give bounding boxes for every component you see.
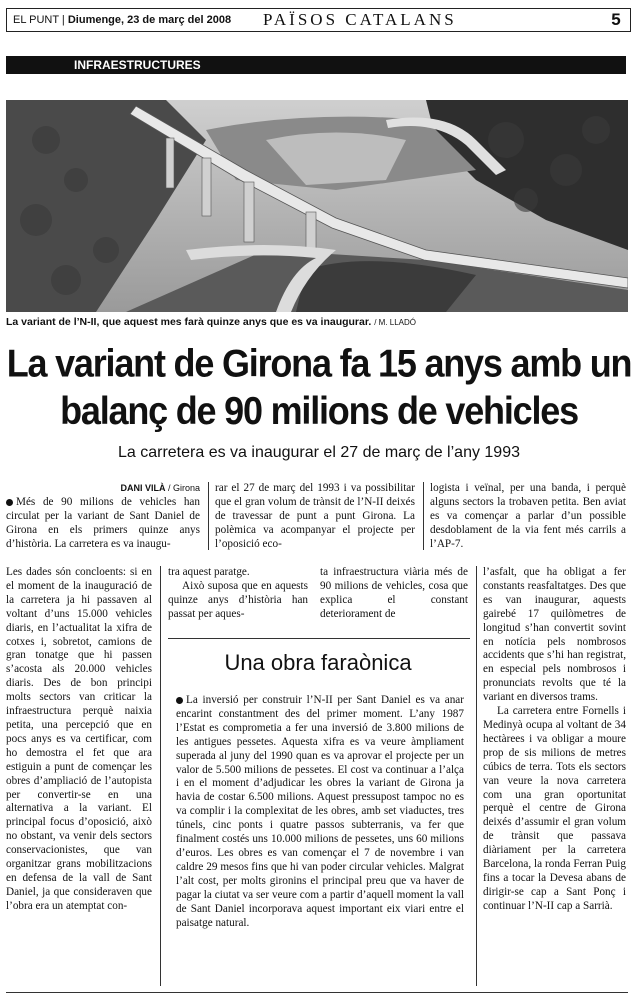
viaduct-photo <box>6 100 628 312</box>
byline-place: / Girona <box>167 483 200 493</box>
body-column-2 <box>168 566 308 622</box>
lead-column-3 <box>430 482 626 552</box>
caption-text: La variant de l’N-II, que aquest mes farà quinze anys que es va inaugurar. <box>6 316 372 328</box>
body-text-4a: l’asfalt, que ha obligat a fer constants reasfaltatges. Des que es van inaugurar, aquests gairebé 17 quilòmetres de longitud s’han convertit sovint en notícia pels nombrosos accidents que s’hi han registrat, en especial pels nombrosos i pronunciats revolts que té la variant en diversos trams. <box>483 566 626 704</box>
issue-date: Diumenge, 23 de març del 2008 <box>67 14 232 26</box>
masthead <box>6 8 631 32</box>
box-text: La inversió per construir l’N-II per Sant Daniel es va anar encarint constantment des del primer moment. L’any 1987 l’Estat es comprometia a fer una inversió de 3.800 milions de les antigues pessetes. Aquesta xifra es va veure àmpliament superada al juny del 1990 quan es va aprovar el projecte per un valor de 5.500 milions de pessetes. El cost va continuar a l’alça i en el moment d’adjudicar les obres la variant de Girona ja havia de costar 6.500 milions. Aquest pressupost tampoc no es va complir i la complexitat de les obres, amb set viaductes, tres túnels, cinc ponts i quatre passos subterranis, va fer que finalment costés uns 10.000 milions de pessetes, uns 60 milions d’euros. Les obres es van començar el 7 de novembre i van caldre 29 mesos fins que hi van poder circular vehicles. Malgrat l’alt cost, per molts gironins el principal preu que va haver de pagar la ciutat va ser veure com a partir d’aquell moment la vall de Sant Daniel incorporava aquest important eix viari entre el paisatge natural. <box>176 694 464 929</box>
masthead-left: EL PUNT | Diumenge, 23 de març del 2008 <box>13 14 232 26</box>
body-column-1 <box>6 566 152 914</box>
lead-text-1: Més de 90 milions de vehicles han circulat per la variant de Sant Daniel de Girona en els primers quinze anys d’història. La carretera es va inaugu- <box>6 495 200 550</box>
box-title: Una obra faraònica <box>224 650 412 675</box>
page-number: 5 <box>611 10 621 29</box>
article-headline: La variant de Girona fa 15 anys amb un balanç de 90 milions de vehicles <box>6 341 632 433</box>
body-text-2a: tra aquest paratge. <box>168 566 250 578</box>
lead-text-2: rar el 27 de març del 1993 i va possibilitar que el gran volum de trànsit de l’N-II deixés de travessar de punt a punt Girona. La polèmica va acompanyar el projecte per l’oposició eco- <box>215 482 415 550</box>
body-column-4 <box>483 566 626 914</box>
lead-column-1 <box>6 482 200 552</box>
box-column <box>176 694 464 930</box>
article-subhead: La carretera es va inaugurar el 27 de març de l’any 1993 <box>117 444 520 461</box>
newspaper-name: EL PUNT <box>13 14 59 26</box>
column-rule <box>423 482 424 550</box>
column-rule <box>160 566 161 986</box>
byline <box>6 482 200 496</box>
body-text-1: Les dades són concloents: si en el moment de la inauguració de la carretera ja hi passaven al voltant d’uns 15.000 vehicles diaris, en l’actualitat la xifra de cotxes i, sobretot, camions de gran tonatge que hi passen s’acosta als 20.000 vehicles diaris. Des de bon principi molts sectors van criticar la infraestructura perquè naixia petita, una percepció que en pocs anys es va certificar, com ho demostra el fet que ara estiguin a punt de començar les obres d’ampliació de l’autopista per convertir-se en una alternativa a la variant. El principal focus d’oposició, això no obstant, va venir dels sectors conservacionistes, que van organitzar grans mobilitzacions en defensa de la vall de Sant Daniel, ja que consideraven que l’obra era un atemptat con- <box>6 566 152 912</box>
bullet-icon <box>176 697 183 704</box>
box-top-rule <box>168 638 470 639</box>
section-bar: INFRAESTRUCTURES <box>6 56 626 74</box>
body-text-4b: La carretera entre Fornells i Medinyà ocupa al voltant de 34 hectàrees i va obligar a moure prop de sis milions de metres cúbics de terra. Tots els sectors van veure la nova carretera com una gran oportunitat perquè el centre de Girona deixés d’assumir el gran volum de trànsit que passava diàriament per la carretera Barcelona, la ronda Ferran Puig fins a tocar la Devesa abans de dirigir-se cap a Sant Ponç i continuar l’N-II cap a Sarrià. <box>483 705 626 912</box>
column-rule <box>476 566 477 986</box>
photo-caption <box>6 316 628 328</box>
lead-column-2 <box>215 482 415 552</box>
photo-credit: / M. LLADÓ <box>374 318 417 327</box>
byline-author: DANI VILÀ <box>120 483 166 493</box>
body-text-2b: Això suposa que en aquests quinze anys d’història han passat per aques- <box>168 579 308 620</box>
column-rule <box>208 482 209 550</box>
body-column-3 <box>320 566 468 622</box>
section-name: PAÏSOS CATALANS <box>263 10 457 29</box>
bullet-icon <box>6 499 13 506</box>
body-text-3: ta infraestructura viària més de 90 milions de vehicles, cosa que explica el constant deteriorament de <box>320 566 468 620</box>
lead-text-3: logista i veïnal, per una banda, i perquè alguns sectors la trobaven petita. Ben aviat es va començar a parlar d’un possible desdoblament de la via fent més carrils a l’AP-7. <box>430 482 626 550</box>
bottom-rule <box>6 992 628 993</box>
